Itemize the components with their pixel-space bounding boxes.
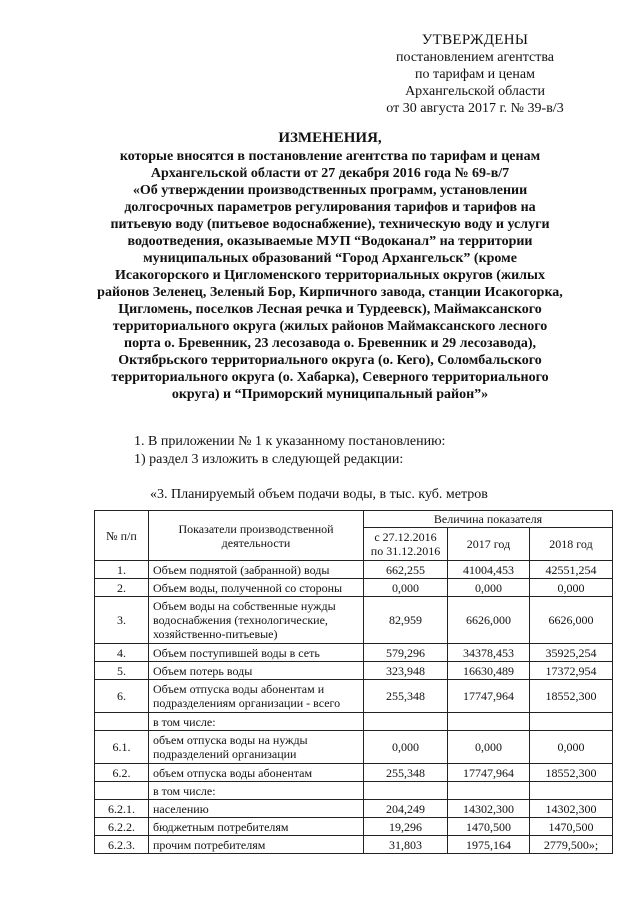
row-name: бюджетным потребителям: [149, 818, 364, 836]
row-value-3: 42551,254: [530, 561, 613, 579]
row-name: Объем потерь воды: [149, 662, 364, 680]
row-value-3: 18552,300: [530, 680, 613, 713]
row-value-2: 41004,453: [448, 561, 530, 579]
table-row: [95, 662, 613, 680]
heading-line: Архангельской области от 27 декабря 2016 года № 69-в/7: [150, 166, 510, 181]
row-num: 1.: [95, 561, 149, 579]
row-num: 5.: [95, 662, 149, 680]
table-row: [95, 764, 613, 782]
heading-line: порта о. Бревенник, 23 лесозавода о. Бревенник и 29 лесозавода),: [124, 336, 536, 351]
row-value-1: 255,348: [364, 764, 448, 782]
row-value-2: 17747,964: [448, 680, 530, 713]
document-title: ИЗМЕНЕНИЯ,: [278, 130, 382, 146]
row-value-2: [448, 713, 530, 731]
table-row: [95, 644, 613, 662]
row-value-1: 255,348: [364, 680, 448, 713]
heading-line: округа) и “Приморский муниципальный район”»: [171, 387, 489, 402]
row-value-3: 1470,500: [530, 818, 613, 836]
row-value-3: 6626,000: [530, 597, 613, 644]
row-name: населению: [149, 800, 364, 818]
row-value-3: 2779,500»;: [530, 836, 613, 854]
row-num: 6.2.3.: [95, 836, 149, 854]
row-value-1: 0,000: [364, 579, 448, 597]
paragraph-2: 1) раздел 3 изложить в следующей редакции:: [134, 452, 404, 467]
row-value-3: 17372,954: [530, 662, 613, 680]
approval-line: Архангельской области: [405, 84, 545, 99]
table-row: [95, 731, 613, 764]
approval-line: по тарифам и ценам: [415, 67, 535, 82]
heading-line: Цигломень, поселков Лесная речка и Турдеевск), Маймаксанского: [118, 302, 542, 317]
row-name: Объем поступившей воды в сеть: [149, 644, 364, 662]
row-value-3: [530, 713, 613, 731]
heading-line: питьевую воду (питьевое водоснабжение), техническую воду и услуги: [110, 217, 550, 232]
approval-line: от 30 августа 2017 г. № 39-в/3: [386, 101, 564, 116]
row-num: 6.: [95, 680, 149, 713]
row-value-2: 14302,300: [448, 800, 530, 818]
row-value-3: [530, 782, 613, 800]
row-num: 4.: [95, 644, 149, 662]
header-indicator: Показатели производственной деятельности: [149, 511, 364, 561]
table-row: [95, 713, 613, 731]
row-value-3: 0,000: [530, 731, 613, 764]
row-name: в том числе:: [149, 713, 364, 731]
paragraph-1: 1. В приложении № 1 к указанному постановлению:: [134, 434, 446, 449]
water-supply-table: [94, 510, 613, 854]
row-name: Объем воды на собственные нужды водоснабжения (технологические, хозяйственно-питьевые): [149, 597, 364, 644]
row-value-1: 0,000: [364, 731, 448, 764]
row-value-2: 1470,500: [448, 818, 530, 836]
row-value-1: 323,948: [364, 662, 448, 680]
row-value-2: 34378,453: [448, 644, 530, 662]
heading-line: муниципальных образований “Город Архангельск” (кроме: [143, 251, 517, 266]
row-num: 2.: [95, 579, 149, 597]
document-heading: [86, 130, 574, 403]
header-period-2: 2017 год: [448, 528, 530, 561]
table-row: [95, 561, 613, 579]
heading-line: долгосрочных параметров регулирования тарифов и тарифов на: [124, 200, 536, 215]
row-num: 6.2.2.: [95, 818, 149, 836]
row-num: 6.2.1.: [95, 800, 149, 818]
row-name: прочим потребителям: [149, 836, 364, 854]
row-value-2: 0,000: [448, 579, 530, 597]
row-name: объем отпуска воды на нужды подразделений организации: [149, 731, 364, 764]
heading-line: территориального округа (жилых районов Маймаксанского лесного: [112, 319, 548, 334]
row-value-2: 1975,164: [448, 836, 530, 854]
header-num: № п/п: [95, 511, 149, 561]
row-num: 6.1.: [95, 731, 149, 764]
heading-line: территориального округа (о. Хабарка), Северного территориального: [111, 370, 549, 385]
table-row: [95, 597, 613, 644]
row-name: Объем поднятой (забранной) воды: [149, 561, 364, 579]
heading-line: водоотведения, оказываемые МУП “Водоканал” на территории: [127, 234, 533, 249]
row-value-2: 0,000: [448, 731, 530, 764]
row-name: Объем отпуска воды абонентам и подразделениям организации - всего: [149, 680, 364, 713]
row-num: [95, 782, 149, 800]
heading-line: районов Зеленец, Зеленый Бор, Кирпичного завода, станции Исакогорка,: [97, 285, 563, 300]
row-value-1: 662,255: [364, 561, 448, 579]
heading-line: которые вносятся в постановление агентства по тарифам и ценам: [119, 149, 541, 164]
heading-line: «Об утверждении производственных программ, установлении: [132, 183, 528, 198]
approval-stamp: [360, 32, 590, 117]
table-row: [95, 782, 613, 800]
row-value-1: 82,959: [364, 597, 448, 644]
row-value-2: 6626,000: [448, 597, 530, 644]
row-value-1: 579,296: [364, 644, 448, 662]
row-value-2: [448, 782, 530, 800]
table-row: [95, 836, 613, 854]
row-value-1: [364, 713, 448, 731]
row-value-3: 35925,254: [530, 644, 613, 662]
row-name: Объем воды, полученной со стороны: [149, 579, 364, 597]
row-num: [95, 713, 149, 731]
row-name: объем отпуска воды абонентам: [149, 764, 364, 782]
approval-line: постановлением агентства: [396, 50, 554, 65]
row-value-1: 31,803: [364, 836, 448, 854]
header-period-1: с 27.12.2016 по 31.12.2016: [364, 528, 448, 561]
heading-line: Исакогорского и Цигломенского территориальных округов (жилых: [115, 268, 545, 283]
row-value-1: [364, 782, 448, 800]
table-caption: «3. Планируемый объем подачи воды, в тыс. куб. метров: [150, 487, 488, 502]
row-num: 3.: [95, 597, 149, 644]
row-value-2: 17747,964: [448, 764, 530, 782]
row-value-3: 0,000: [530, 579, 613, 597]
row-name: в том числе:: [149, 782, 364, 800]
row-value-1: 19,296: [364, 818, 448, 836]
header-value-group: Величина показателя: [364, 511, 613, 528]
table-row: [95, 680, 613, 713]
heading-line: Октябрьского территориального округа (о. Кего), Соломбальского: [118, 353, 542, 368]
row-num: 6.2.: [95, 764, 149, 782]
row-value-1: 204,249: [364, 800, 448, 818]
header-period-3: 2018 год: [530, 528, 613, 561]
row-value-3: 18552,300: [530, 764, 613, 782]
approval-title: УТВЕРЖДЕНЫ: [421, 32, 529, 48]
table-row: [95, 818, 613, 836]
table-row: [95, 800, 613, 818]
table-row: [95, 579, 613, 597]
table-header-row: [95, 511, 613, 528]
row-value-3: 14302,300: [530, 800, 613, 818]
row-value-2: 16630,489: [448, 662, 530, 680]
